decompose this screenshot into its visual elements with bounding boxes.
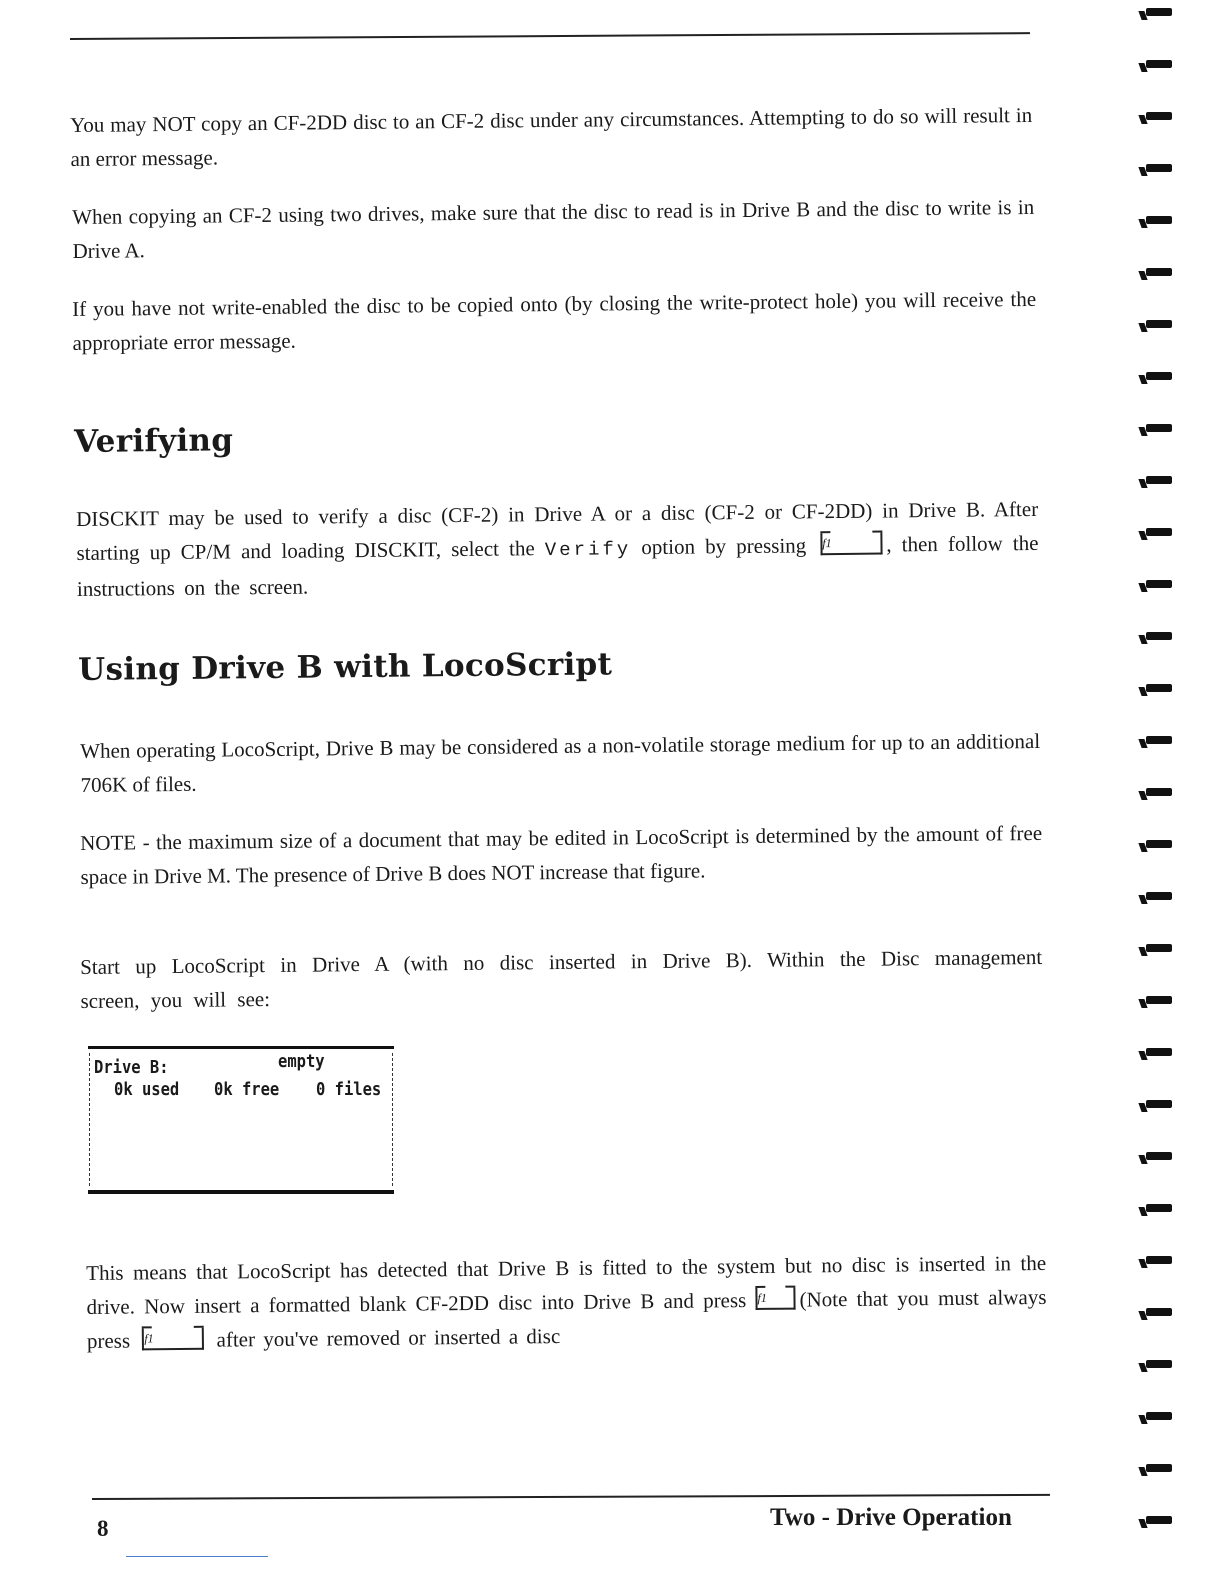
verifying-text-after: , then follow the instructions on the screen. <box>76 530 1039 601</box>
f1-key-icon: f1 <box>755 1288 795 1310</box>
screen-files: 0 files <box>316 1079 382 1100</box>
detected-text: This means that LocoScript has detected that Drive B is fitted to the system but no disc is inserted in the drive. Now insert a formatted blank CF-2DD disc into Drive B and press <box>86 1250 1047 1319</box>
paragraph-detected <box>86 1246 1047 1358</box>
paragraph-note: NOTE - the maximum size of a document that may be edited in LocoScript is determined by the amount of free space in Drive M. The presence of Drive B does NOT increase that figure. <box>80 820 1043 889</box>
verifying-text-middle: option by pressing <box>641 533 807 560</box>
footer-rule <box>92 1494 1050 1500</box>
paragraph-verifying <box>76 492 1039 606</box>
scan-mark-line <box>126 1556 268 1557</box>
paragraph-write-enable: If you have not write-enabled the disc to be copied onto (by closing the write-protect hole) you will receive the appropriate error message. <box>72 286 1037 355</box>
paragraph-start-up: Start up LocoScript in Drive A (with no disc inserted in Drive B). Within the Disc management screen, you will see: <box>80 944 1043 1013</box>
f1-key-icon: f1 <box>820 533 882 556</box>
screen-free: 0k free <box>214 1079 280 1100</box>
paragraph-storage: When operating LocoScript, Drive B may be considered as a non-volatile storage medium for up to an additional 706K of files. <box>80 728 1041 797</box>
screen-drive-label: Drive B: <box>94 1057 169 1078</box>
heading-drive-b-locoscript: Using Drive B with LocoScript <box>78 646 613 688</box>
header-rule <box>70 32 1030 40</box>
paragraph-copy-warning: You may NOT copy an CF-2DD disc to an CF-2 disc under any circumstances. Attempting to do so will result in an error message. <box>70 102 1033 171</box>
note-text-2: after you've removed or inserted a disc <box>216 1324 561 1352</box>
verify-option-label: Verify <box>544 538 632 562</box>
note-text-1: (Note that you must always press <box>86 1284 1047 1353</box>
screen-status: empty <box>278 1051 325 1072</box>
heading-verifying: Verifying <box>74 422 234 460</box>
f1-key-icon: f1 <box>142 1328 204 1351</box>
screen-used: 0k used <box>114 1079 180 1100</box>
disc-management-screen <box>88 1046 394 1194</box>
verifying-text-before: DISCKIT may be used to verify a disc (CF-2) in Drive A or a disc (CF-2 or CF-2DD) in Drive B. After starting up CP/M and loading DISCKIT, select the <box>76 496 1039 565</box>
chapter-title: Two - Drive Operation <box>770 1504 1012 1531</box>
paragraph-two-drives: When copying an CF-2 using two drives, make sure that the disc to read is in Drive B and the disc to write is in Drive A. <box>72 194 1035 263</box>
page-number: 8 <box>97 1516 109 1541</box>
